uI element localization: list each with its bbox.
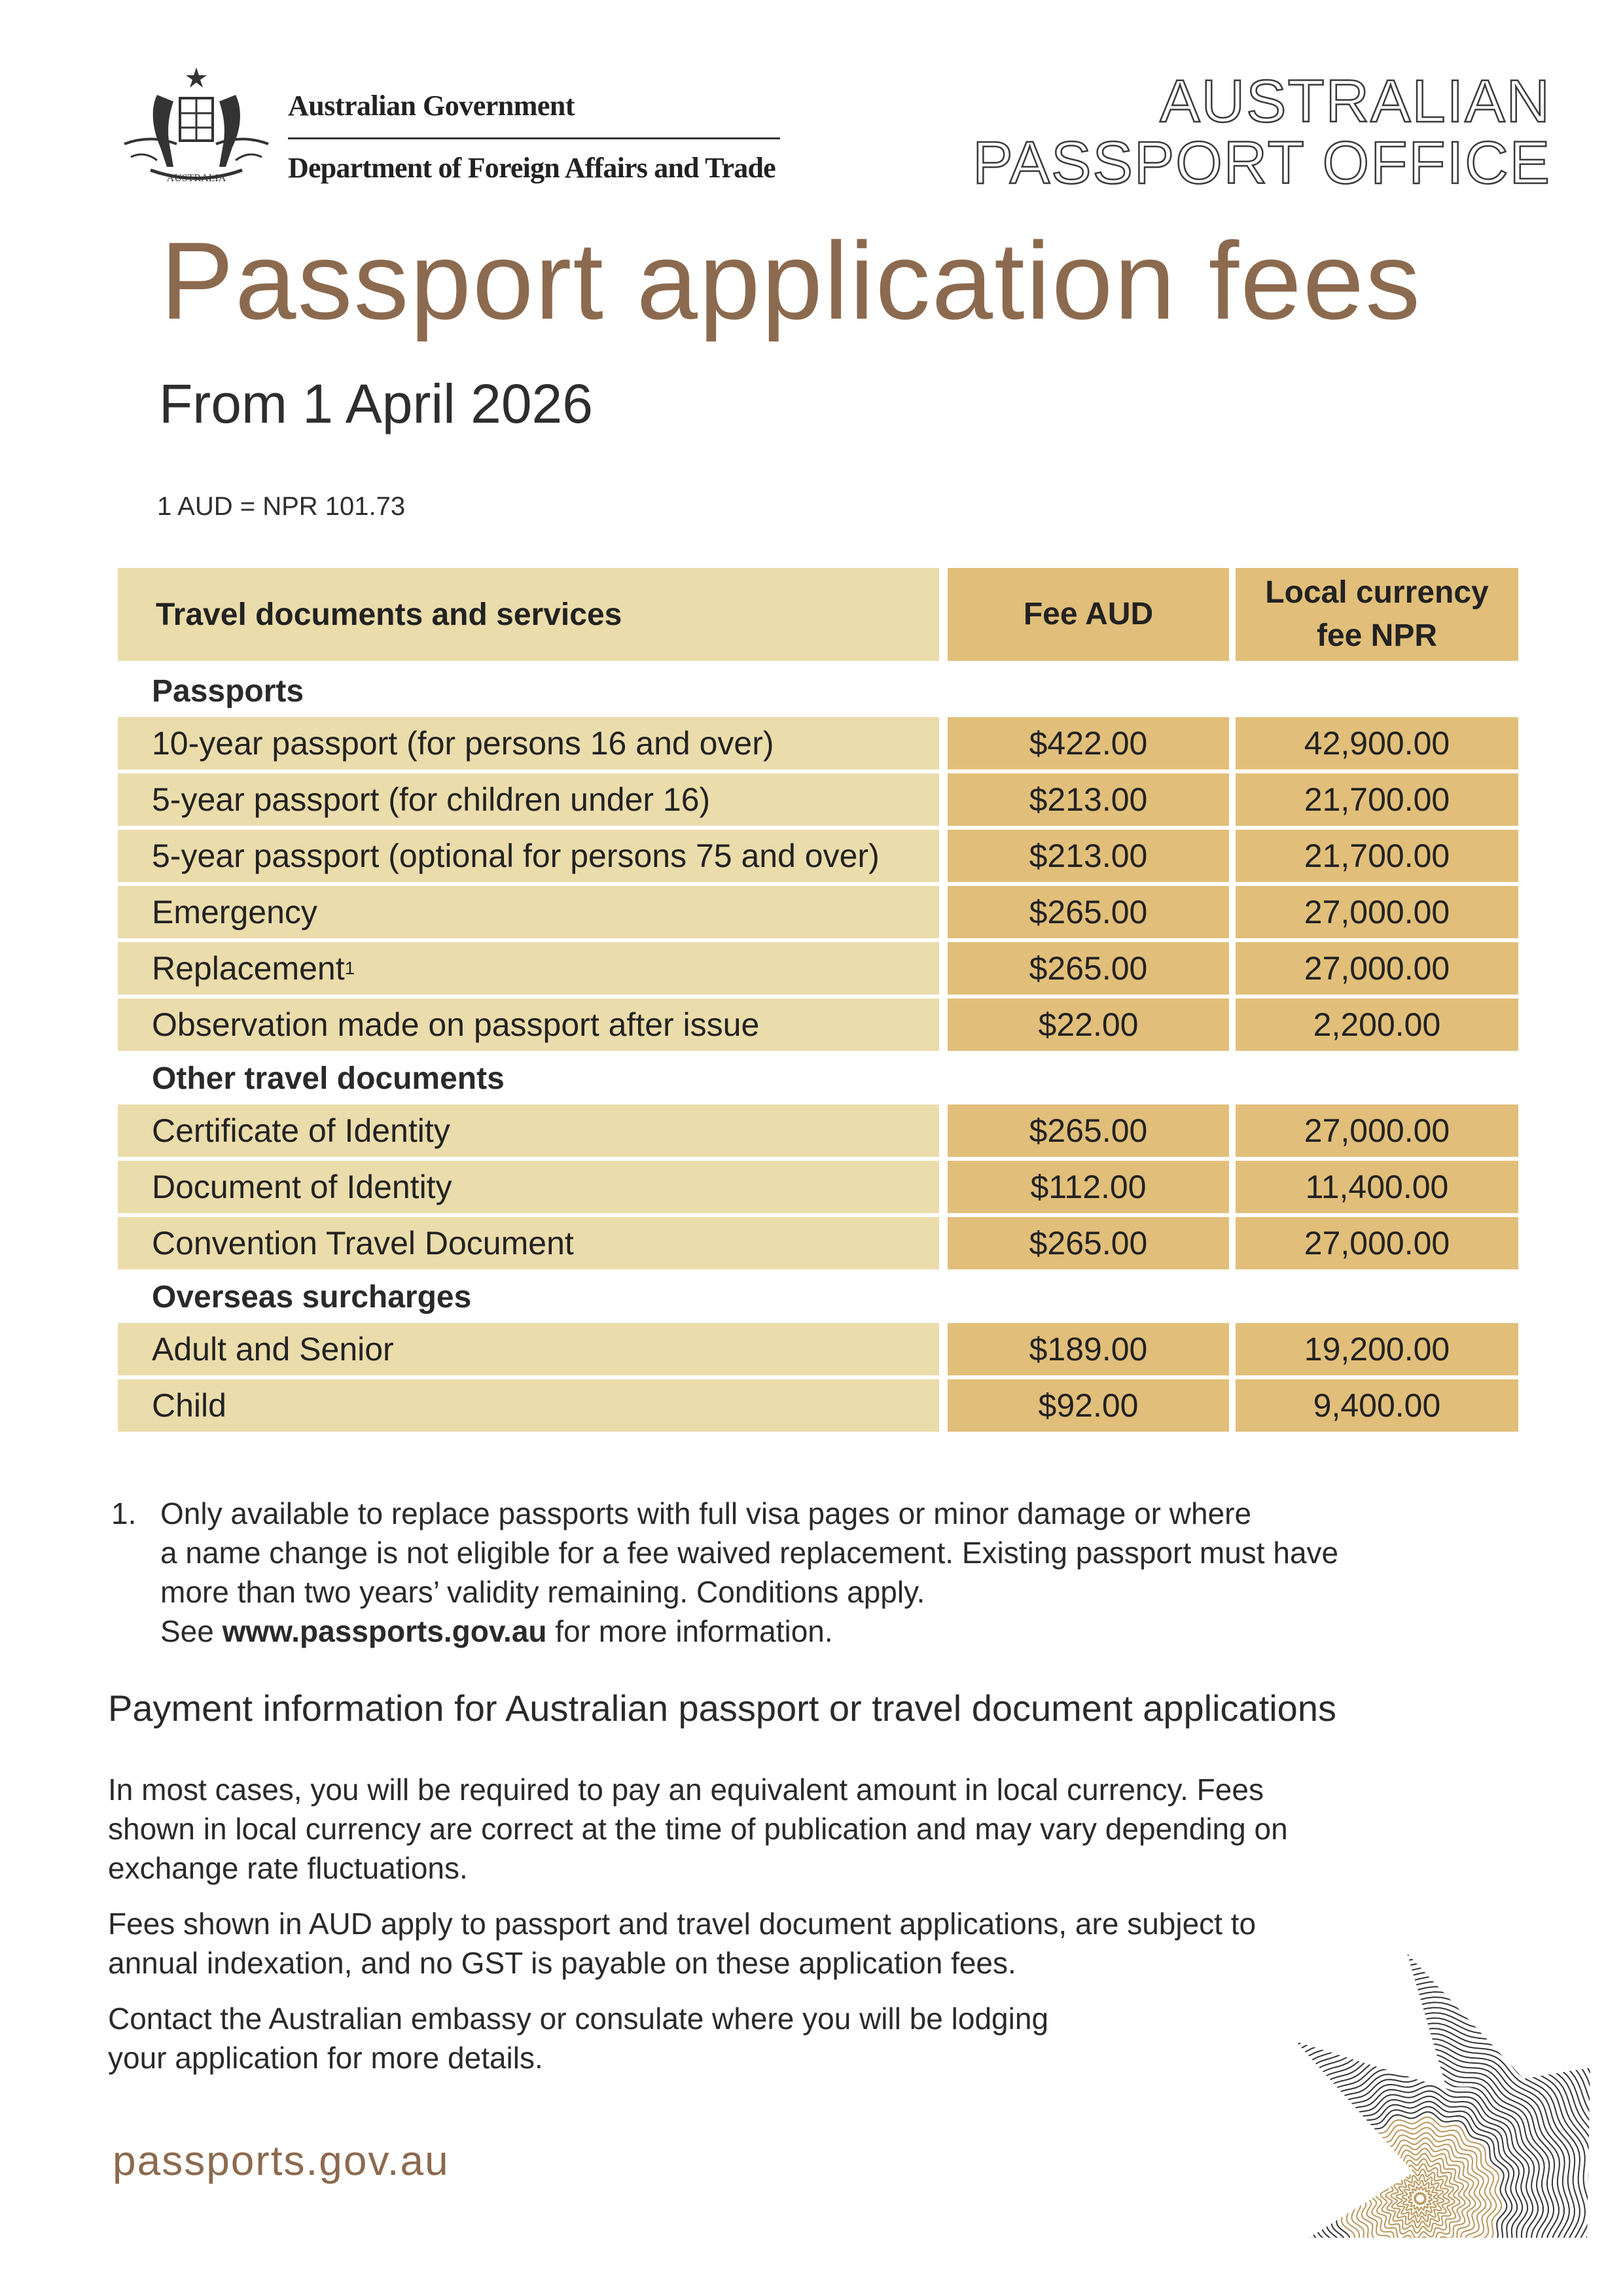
- effective-date: From 1 April 2026: [159, 373, 593, 434]
- table-row: [118, 773, 1518, 826]
- description-text: Replacement: [152, 950, 345, 987]
- footnote-text: [160, 1494, 1469, 1651]
- fee-aud-value: $189.00: [948, 1323, 1229, 1375]
- fee-aud-value: $213.00: [948, 773, 1229, 826]
- star-ring: [1344, 2123, 1497, 2270]
- column-header-fee-aud: Fee AUD: [948, 568, 1229, 661]
- passports-website-link[interactable]: www.passports.gov.au: [222, 1614, 547, 1648]
- fee-aud-value: $265.00: [948, 886, 1229, 938]
- fee-description: Replacement 1: [118, 942, 939, 995]
- description-text: Certificate of Identity: [152, 1112, 450, 1149]
- footnote-line: a name change is not eligible for a fee waived replacement. Existing passport must have: [160, 1536, 1339, 1570]
- column-header-npr-line2: fee NPR: [1316, 618, 1438, 653]
- fee-aud-value: $213.00: [948, 830, 1229, 882]
- table-row: [118, 1104, 1518, 1157]
- paragraph-line: Contact the Australian embassy or consulate where you will be lodging: [108, 2002, 1049, 2036]
- fee-description: [118, 1104, 939, 1157]
- fee-npr-value: 11,400.00: [1236, 1161, 1518, 1213]
- table-row: [118, 717, 1518, 769]
- fee-npr-value: 27,000.00: [1236, 1217, 1518, 1269]
- table-row: [118, 942, 1518, 995]
- fee-description: [118, 717, 939, 769]
- table-row: [118, 998, 1518, 1051]
- star-ring: [1349, 2128, 1491, 2270]
- footnote: [111, 1494, 1486, 1651]
- description-text: Convention Travel Document: [152, 1225, 574, 1262]
- exchange-rate: 1 AUD = NPR 101.73: [157, 492, 406, 521]
- column-header-npr-line1: Local currency: [1265, 575, 1489, 610]
- section-heading: Passports: [152, 673, 304, 709]
- coat-of-arms-logo: [111, 62, 281, 193]
- table-row: [118, 886, 1518, 938]
- section-heading: Other travel documents: [152, 1061, 505, 1096]
- fee-description: [118, 1217, 939, 1269]
- star-ring: [1257, 1940, 1590, 2271]
- svg-text:AUSTRALIA: AUSTRALIA: [166, 173, 226, 184]
- star-ring: [1408, 2187, 1433, 2211]
- paragraph-line: annual indexation, and no GST is payable on these application fees.: [108, 1946, 1016, 1980]
- star-ring: [1355, 2133, 1486, 2265]
- fee-description: [118, 830, 939, 882]
- fee-npr-value: 27,000.00: [1236, 1104, 1518, 1157]
- fee-description: [118, 1323, 939, 1375]
- fee-aud-value: $112.00: [948, 1161, 1229, 1213]
- page-title: Passport application fees: [160, 219, 1422, 342]
- paragraph-line: shown in local currency are correct at the time of publication and may vary depending on: [108, 1812, 1288, 1846]
- fee-aud-value: $422.00: [948, 717, 1229, 769]
- fee-table: [118, 568, 1518, 1436]
- paragraph-line: Fees shown in AUD apply to passport and travel document applications, are subject to: [108, 1907, 1257, 1941]
- fee-aud-value: $265.00: [948, 1104, 1229, 1157]
- column-header-description: Travel documents and services: [118, 568, 939, 661]
- payment-paragraph-1: [108, 1770, 1482, 1888]
- paragraph-line: your application for more details.: [108, 2041, 543, 2075]
- star-ring: [1385, 2164, 1454, 2233]
- department-name: Department of Foreign Affairs and Trade: [288, 152, 776, 184]
- description-text: 5-year passport (optional for persons 75 and over): [152, 838, 880, 874]
- star-ring: [1313, 2091, 1527, 2270]
- fee-description: [118, 998, 939, 1051]
- paragraph-line: In most cases, you will be required to pay an equivalent amount in local currency. Fees: [108, 1773, 1264, 1807]
- payment-info-heading: Payment information for Australian passport or travel document applications: [108, 1687, 1336, 1729]
- table-header-row: [118, 568, 1518, 661]
- fee-npr-value: 42,900.00: [1236, 717, 1518, 769]
- star-ring: [1257, 1960, 1590, 2270]
- footnote-line: [160, 1612, 1469, 1651]
- description-text: Adult and Senior: [152, 1331, 394, 1368]
- star-ring: [1257, 2002, 1590, 2270]
- fee-npr-value: 27,000.00: [1236, 886, 1518, 938]
- fee-description: [118, 773, 939, 826]
- fee-aud-value: $265.00: [948, 1217, 1229, 1269]
- table-body: [118, 667, 1518, 1432]
- star-icon: [1257, 1924, 1590, 2270]
- table-row: [118, 1161, 1518, 1213]
- decorative-star-graphic: [1257, 1924, 1590, 2270]
- table-row: [118, 1217, 1518, 1269]
- footnote-see-prefix: See: [160, 1614, 223, 1648]
- description-text: Child: [152, 1387, 226, 1424]
- star-ring: [1414, 2193, 1426, 2204]
- footnote-line: Only available to replace passports with full visa pages or minor damage or where: [160, 1496, 1252, 1530]
- paragraph-line: exchange rate fluctuations.: [108, 1851, 468, 1885]
- table-row: [118, 1379, 1518, 1432]
- fee-description: [118, 886, 939, 938]
- government-name: Australian Government: [288, 90, 575, 122]
- wordmark-line-1: AUSTRALIAN: [1160, 68, 1551, 135]
- fee-npr-value: 27,000.00: [1236, 942, 1518, 995]
- description-text: Observation made on passport after issue: [152, 1006, 760, 1043]
- description-text: Emergency: [152, 894, 317, 930]
- star-ring: [1402, 2181, 1438, 2217]
- fee-aud-value: $265.00: [948, 942, 1229, 995]
- fee-aud-value: $92.00: [948, 1379, 1229, 1432]
- fee-description: [118, 1161, 939, 1213]
- branding-divider: [288, 137, 780, 139]
- table-row: [118, 1323, 1518, 1375]
- fee-npr-value: 19,200.00: [1236, 1323, 1518, 1375]
- fee-aud-value: $22.00: [948, 998, 1229, 1051]
- fee-npr-value: 21,700.00: [1236, 830, 1518, 882]
- star-ring: [1365, 2144, 1476, 2254]
- star-ring: [1292, 2070, 1548, 2270]
- footnote-number: 1.: [111, 1496, 137, 1530]
- description-text: Document of Identity: [152, 1169, 452, 1205]
- column-header-fee-npr: [1236, 568, 1518, 661]
- fee-npr-value: 9,400.00: [1236, 1379, 1518, 1432]
- description-text: 5-year passport (for children under 16): [152, 781, 711, 818]
- crest-icon: [111, 62, 281, 193]
- star-ring: [1370, 2148, 1470, 2248]
- description-text: 10-year passport (for persons 16 and over): [152, 725, 774, 762]
- star-ring: [1380, 2159, 1459, 2238]
- passport-office-wordmark: [972, 68, 1551, 196]
- star-ring: [1257, 1971, 1590, 2270]
- fee-npr-value: 21,700.00: [1236, 773, 1518, 826]
- wordmark-line-2: PASSPORT OFFICE: [972, 130, 1551, 196]
- table-row: [118, 830, 1518, 882]
- fee-npr-value: 2,200.00: [1236, 998, 1518, 1051]
- fee-description: [118, 1379, 939, 1432]
- footnote-line: more than two years’ validity remaining. Conditions apply.: [160, 1575, 925, 1609]
- footer-website-url[interactable]: passports.gov.au: [113, 2137, 450, 2184]
- footnote-see-suffix: for more information.: [546, 1614, 833, 1648]
- section-heading: Overseas surcharges: [152, 1279, 472, 1315]
- government-branding: [288, 92, 779, 183]
